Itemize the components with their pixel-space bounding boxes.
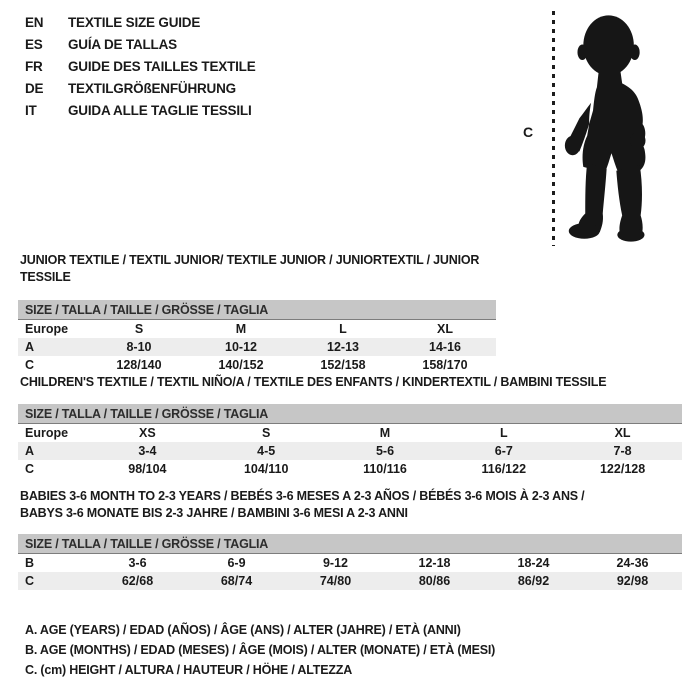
lang-code: DE xyxy=(25,80,44,96)
lang-label: TEXTILGRÖßENFÜHRUNG xyxy=(68,80,236,96)
column-header: XS xyxy=(139,426,156,440)
section-title-line2: BABYS 3-6 MONATE BIS 2-3 JAHRE / BAMBINI 3-6 MESI A 2-3 ANNI xyxy=(20,506,408,520)
cell: 8-10 xyxy=(126,340,152,354)
cell: 3-4 xyxy=(138,444,157,458)
table-row-b xyxy=(18,554,682,572)
cell: 110/116 xyxy=(363,462,407,476)
lang-row-fr xyxy=(25,55,256,77)
column-header: L xyxy=(499,426,508,440)
cell: 24-36 xyxy=(616,556,649,570)
cell: 6-9 xyxy=(227,556,246,570)
note-c: C. (cm) HEIGHT / ALTURA / HAUTEUR / HÖHE / ALTEZZA xyxy=(25,663,353,677)
size-header-bar: SIZE / TALLA / TAILLE / GRÖSSE / TAGLIA xyxy=(18,404,682,424)
cell: 12-18 xyxy=(418,556,451,570)
size-header-bar: SIZE / TALLA / TAILLE / GRÖSSE / TAGLIA xyxy=(18,300,496,320)
lang-code: ES xyxy=(25,36,43,52)
cell: 10-12 xyxy=(225,340,257,354)
measure-label-c: C xyxy=(523,124,534,140)
cell: 4-5 xyxy=(257,444,276,458)
cell: 62/68 xyxy=(121,574,154,588)
toddler-silhouette-image xyxy=(560,9,662,247)
lang-code: EN xyxy=(25,14,44,30)
row-label: C xyxy=(25,574,35,588)
cell: 128/140 xyxy=(116,358,162,372)
cell: 140/152 xyxy=(218,358,264,372)
cell: 7-8 xyxy=(613,444,632,458)
note-a: A. AGE (YEARS) / EDAD (AÑOS) / ÂGE (ANS) / ALTER (JAHRE) / ETÀ (ANNI) xyxy=(25,623,461,637)
cell: 86/92 xyxy=(517,574,550,588)
language-list xyxy=(25,11,256,121)
lang-code: FR xyxy=(25,58,43,74)
cell: 5-6 xyxy=(375,444,395,458)
legend-notes xyxy=(25,620,495,680)
cell: 6-7 xyxy=(494,444,513,458)
column-header: M xyxy=(379,426,391,440)
section-junior-textile xyxy=(18,252,496,374)
lang-label: TEXTILE SIZE GUIDE xyxy=(68,14,201,30)
lang-row-de xyxy=(25,77,256,99)
cell: 80/86 xyxy=(418,574,451,588)
size-header-bar: SIZE / TALLA / TAILLE / GRÖSSE / TAGLIA xyxy=(18,534,682,554)
column-header: M xyxy=(235,322,247,336)
lang-code: IT xyxy=(25,102,37,118)
row-label: C xyxy=(25,358,35,372)
column-header: XL xyxy=(437,322,453,336)
column-header: S xyxy=(262,426,271,440)
cell: 122/128 xyxy=(599,462,646,476)
table-row-c xyxy=(18,460,682,478)
table-row-c xyxy=(18,356,496,374)
cell: 3-6 xyxy=(128,556,147,570)
table-header-row xyxy=(18,320,496,338)
cell: 74/80 xyxy=(319,574,352,588)
row-label: Europe xyxy=(25,426,69,440)
lang-row-it xyxy=(25,99,256,121)
lang-label: GUIDE DES TAILLES TEXTILE xyxy=(68,58,256,74)
cell: 116/122 xyxy=(481,462,527,476)
section-babies-textile xyxy=(18,488,682,590)
section-title: CHILDREN'S TEXTILE / TEXTIL NIÑO/A / TEXTILE DES ENFANTS / KINDERTEXTIL / BAMBINI TESSILE xyxy=(20,375,607,389)
cell: 92/98 xyxy=(616,574,649,588)
column-header: XL xyxy=(614,426,631,440)
column-header: S xyxy=(134,322,144,336)
cell: 152/158 xyxy=(320,358,366,372)
cell: 158/170 xyxy=(422,358,468,372)
cell: 18-24 xyxy=(517,556,550,570)
lang-row-en xyxy=(25,11,256,33)
cell: 14-16 xyxy=(429,340,461,354)
height-measure-dashed-line xyxy=(552,11,555,246)
section-title-line1: BABIES 3-6 MONTH TO 2-3 YEARS / BEBÉS 3-6 MESES A 2-3 AÑOS / BÉBÉS 3-6 MOIS À 2-3 ANS / xyxy=(20,489,585,503)
lang-label: GUÍA DE TALLAS xyxy=(68,36,177,52)
row-label: Europe xyxy=(25,322,69,336)
row-label: B xyxy=(25,556,35,570)
cell: 68/74 xyxy=(220,574,253,588)
section-title-wrap xyxy=(18,488,682,522)
cell: 12-13 xyxy=(327,340,359,354)
cell: 104/110 xyxy=(243,462,289,476)
section-title: JUNIOR TEXTILE / TEXTIL JUNIOR/ TEXTILE JUNIOR / JUNIORTEXTIL / JUNIOR TESSILE xyxy=(20,253,480,284)
note-b: B. AGE (MONTHS) / EDAD (MESES) / ÂGE (MOIS) / ALTER (MONATE) / ETÀ (MESI) xyxy=(25,643,496,657)
row-label: A xyxy=(25,340,35,354)
cell: 9-12 xyxy=(322,556,349,570)
table-row-a xyxy=(18,442,682,460)
table-row-a xyxy=(18,338,496,356)
section-childrens-textile xyxy=(18,374,682,478)
column-header: L xyxy=(339,322,347,336)
cell: 98/104 xyxy=(128,462,167,476)
row-label: C xyxy=(25,462,35,476)
table-header-row xyxy=(18,424,682,442)
table-row-c xyxy=(18,572,682,590)
lang-row-es xyxy=(25,33,256,55)
row-label: A xyxy=(25,444,35,458)
lang-label: GUIDA ALLE TAGLIE TESSILI xyxy=(68,102,252,118)
